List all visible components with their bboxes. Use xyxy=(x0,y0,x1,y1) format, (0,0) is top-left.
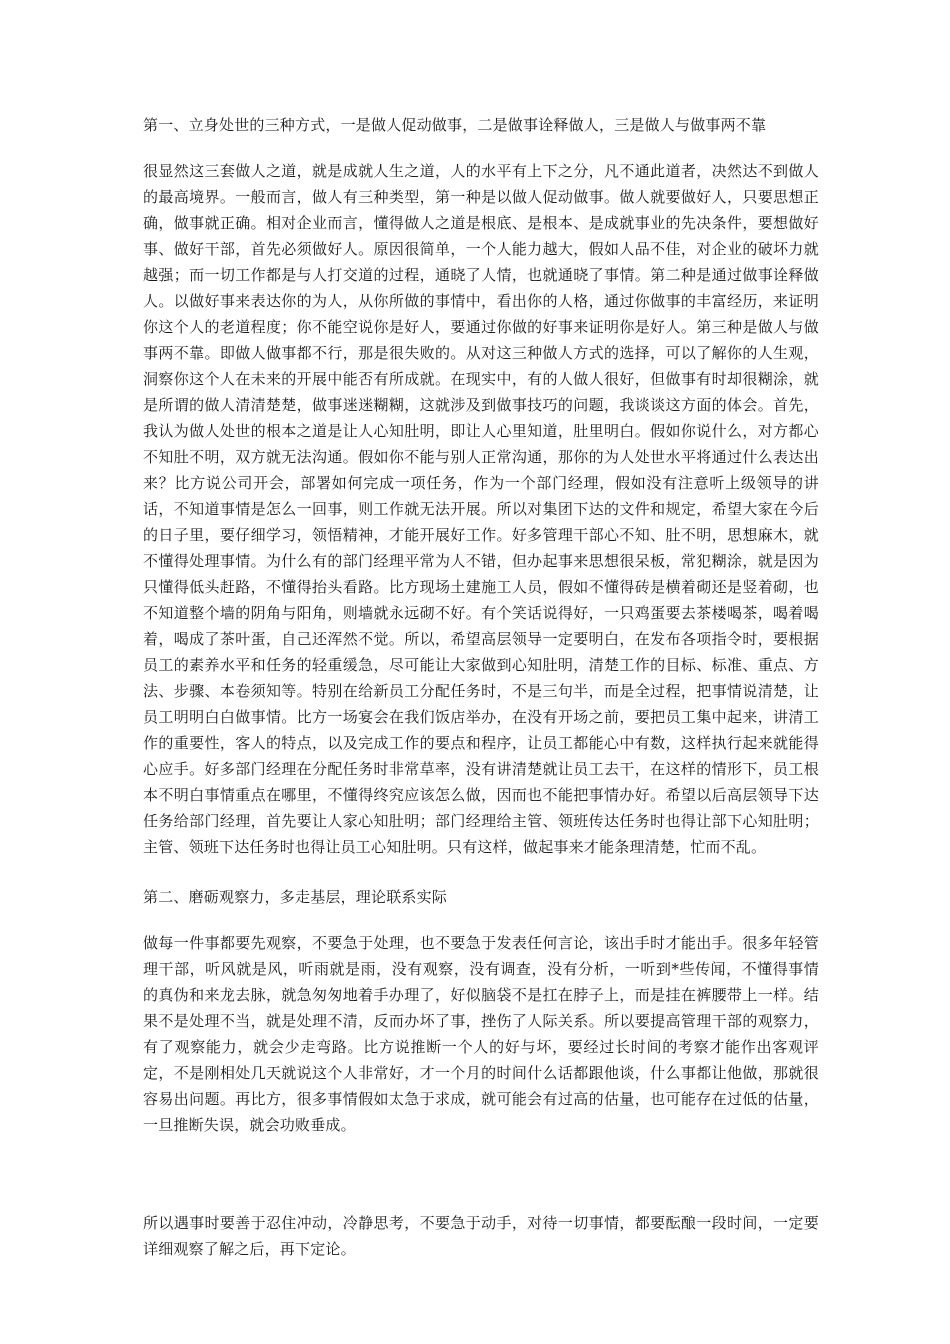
section-2-heading: 第二、磨砺观察力，多走基层，理论联系实际 xyxy=(143,888,448,906)
blank-gap xyxy=(143,1162,819,1210)
closing-paragraph: 所以遇事时要善于忍住冲动，冷静思考，不要急于动手，对待一切事情，都要酝酿一段时间，一定要详细观察了解之后，再下定论。 xyxy=(143,1214,819,1258)
section-1-paragraph: 很显然这三套做人之道，就是成就人生之道，人的水平有上下之分，凡不通此道者，决然达不到做人的最高境界。一般而言，做人有三种类型，第一种是以做人促动做事。做人就要做好人，只要思想正确，做事就正确。相对企业而言，懂得做人之道是根底、是根本、是成就事业的先决条件，要想做好事、做好干部，首先必须做好人。原因很简单，一个人能力越大，假如人品不佳，对企业的破坏力就越强；而一切工作都是与人打交道的过程，通晓了人情，也就通晓了事情。第二种是通过做事诠释做人。以做好事来表达你的为人，从你所做的事情中，看出你的人格，通过你做事的丰富经历，来证明你这个人的老道程度；你不能空说你是好人，要通过你做的好事来证明你是好人。第三种是做人与做事两不靠。即做人做事都不行，那是很失败的。从对这三种做人方式的选择，可以了解你的人生观，洞察你这个人在未来的开展中能否有所成就。在现实中，有的人做人很好，但做事有时却很糊涂，就是所谓的做人清清楚楚，做事迷迷糊糊，这就涉及到做事技巧的问题，我谈谈这方面的体会。首先，我认为做人处世的根本之道是让人心知肚明，即让人心里知道，肚里明白。假如你说什么，对方都心不知肚不明，双方就无法沟通。假如你不能与别人正常沟通，那你的为人处世水平将通过什么表达出来？比方说公司开会，部署如何完成一项任务，作为一个部门经理，假如没有注意听上级领导的讲话，不知道事情是怎么一回事，则工作就无法开展。所以对集团下达的文件和规定，希望大家在今后的日子里，要仔细学习，领悟精神，才能开展好工作。好多管理干部心不知、肚不明，思想麻木，就不懂得处理事情。为什么有的部门经理平常为人不错，但办起事来思想很呆板，常犯糊涂，就是因为只懂得低头赶路，不懂得抬头看路。比方现场土建施工人员，假如不懂得砖是横着砌还是竖着砌，也不知道整个墙的阴角与阳角，则墙就永远砌不好。有个笑话说得好，一只鸡蛋要去茶楼喝茶，喝着喝着，喝成了茶叶蛋，自己还浑然不觉。所以，希望高层领导一定要明白，在发布各项指令时，要根据员工的素养水平和任务的轻重缓急，尽可能让大家做到心知肚明，清楚工作的目标、标准、重点、方法、步骤、本卷须知等。特别在给新员工分配任务时，不是三句半，而是全过程，把事情说清楚，让员工明明白白做事情。比方一场宴会在我们饭店举办，在没有开场之前，要把员工集中起来，讲清工作的重要性，客人的特点，以及完成工作的要点和程序，让员工都能心中有数，这样执行起来就能得心应手。好多部门经理在分配任务时非常草率，没有讲清楚就让员工去干，在这样的情形下，员工根本不明白事情重点在哪里，不懂得终究应该怎么做，因而也不能把事情办好。希望以后高层领导下达任务给部门经理，首先要让人家心知肚明；部门经理给主管、领班传达任务时也得让部下心知肚明；主管、领班下达任务时也得让员工心知肚明。只有这样，做起事来才能条理清楚，忙而不乱。 xyxy=(143,162,819,856)
section-2-paragraph: 做每一件事都要先观察，不要急于处理，也不要急于发表任何言论，该出手时才能出手。很多年轻管理干部，听风就是风，听雨就是雨，没有观察，没有调查，没有分析，一听到*些传闻，不懂得事情的真伪和来龙去脉，就急匆匆地着手办理了，好似脑袋不是扛在脖子上，而是挂在裤腰带上一样。结果不是处理不当，就是处理不清，反而办坏了事，挫伤了人际关系。所以要提高管理干部的观察力，有了观察能力，就会少走弯路。比方说推断一个人的好与坏，要经过长时间的考察才能作出客观评定，不是刚相处几天就说这个人非常好，才一个月的时间什么话都跟他谈，什么事都让他做，那就很容易出问题。再比方，很多事情假如太急于求成，就可能会有过高的估量，也可能存在过低的估量，一旦推断失误，就会功败垂成。 xyxy=(143,934,819,1134)
section-1-heading: 第一、立身处世的三种方式，一是做人促动做事，二是做事诠释做人，三是做人与做事两不靠 xyxy=(143,116,767,134)
document-body xyxy=(143,112,819,1286)
